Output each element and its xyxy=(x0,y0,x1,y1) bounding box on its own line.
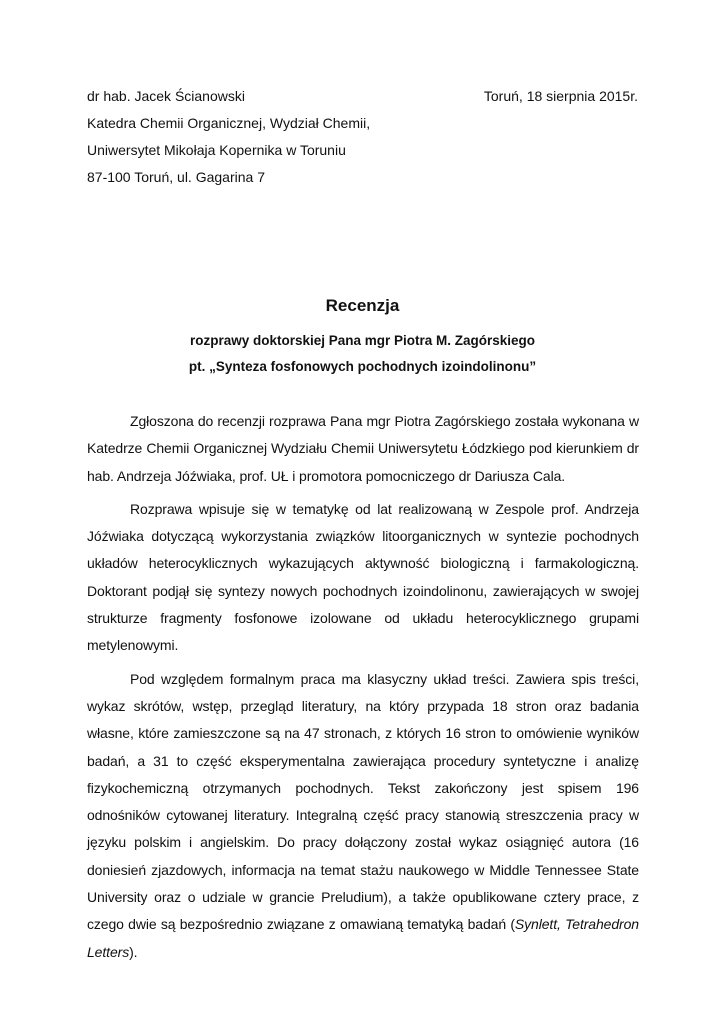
sender-department: Katedra Chemii Organicznej, Wydział Chemii, xyxy=(87,115,371,131)
sender-street-address: 87-100 Toruń, ul. Gagarina 7 xyxy=(87,169,265,185)
journal-names: Synlett, Tetrahedron Letters xyxy=(87,916,639,960)
sender-name: dr hab. Jacek Ścianowski xyxy=(87,88,245,104)
paragraph-2: Rozprawa wpisuje się w tematykę od lat realizowaną w Zespole prof. Andrzeja Jóźwiaka dotyczącą wykorzystania związków litoorganicznych w syntezie pochodnych układów heterocyklicznych wykazujących aktywność biologiczną i farmakologiczną. Doktorant podjął się syntezy nowych pochodnych izoindolinonu, zawierających w swojej strukturze fragmenty fosfonowe izolowane od układu heterocyklicznego grupami metylenowymi. xyxy=(87,500,639,654)
document-subtitle-line-2: pt. „Synteza fosfonowych pochodnych izoindolinonu” xyxy=(188,359,537,374)
sender-address-block xyxy=(87,86,447,194)
letter-date: Toruń, 18 sierpnia 2015r. xyxy=(483,88,638,104)
paragraph-1: Zgłoszona do recenzji rozprawa Pana mgr Piotra Zagórskiego została wykonana w Katedrze Chemii Organicznej Wydziału Chemii Uniwersytetu Łódzkiego pod kierunkiem dr hab. Andrzeja Jóźwiaka, prof. UŁ i promotora pomocniczego dr Dariusza Cala. xyxy=(87,413,639,484)
paragraph-3-text: Pod względem formalnym praca ma klasyczny układ treści. Zawiera spis treści, wykaz skrótów, wstęp, przegląd literatury, na który przypada 18 stron oraz badania własne, które zamieszczone są na 47 stronach, z których 16 stron to omówienie wyników badań, a 31 to część eksperymentalna zawierająca procedury syntetyczne i analizę fizykochemiczną otrzymanych pochodnych. Tekst zakończony jest spisem 196 odnośników cytowanej literatury. Integralną część pracy stanowią streszczenia pracy w języku polskim i angielskim. Do pracy dołączony został wykaz osiągnięć autora (16 doniesień zjazdowych, informacja na temat stażu naukowego w Middle Tennessee State University oraz o udziale w grancie Preludium), a także opublikowane cztery prace, z czego dwie są bezpośrednio związane z omawianą tematyką badań ( xyxy=(87,670,639,933)
review-body xyxy=(87,408,639,972)
paragraph-3 xyxy=(87,666,639,966)
paragraph-3-closing: ). xyxy=(129,943,138,960)
document-subtitle-line-1: rozprawy doktorskiej Pana mgr Piotra M. Zagórskiego xyxy=(189,333,536,348)
sender-university: Uniwersytet Mikołaja Kopernika w Toruniu xyxy=(87,142,346,158)
document-title: Recenzja xyxy=(325,296,400,315)
